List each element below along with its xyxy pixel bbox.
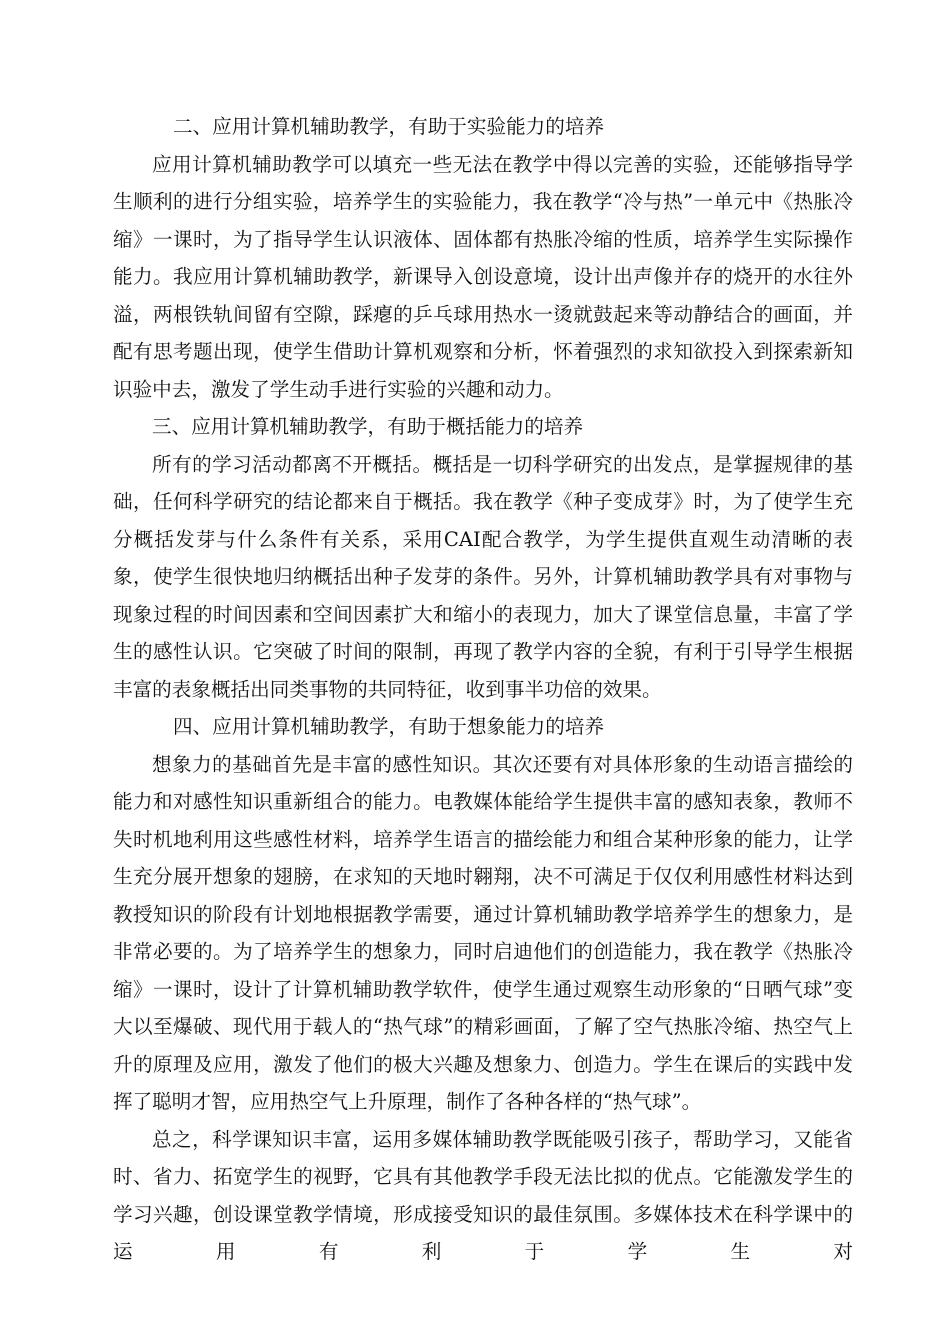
paragraph-imagination: 想象力的基础首先是丰富的感性知识。其次还要有对具体形象的生动语言描绘的能力和对感性知识重新组合的能力。电教媒体能给学生提供丰富的感知表象，教师不失时机地利用这些感性材料，培养学生语言的描绘能力和组合某种形象的能力，让学生充分展开想象的翅膀，在求知的天地时翱翔，决不可满足于仅仅利用感性材料达到教授知识的阶段有计划地根据教学需要，通过计算机辅助教学培养学生的想象力，是非常必要的。为了培养学生的想象力，同时启迪他们的创造能力，我在教学《热胀冷缩》一课时，设计了计算机辅助教学软件，使学生通过观察生动形象的“日晒气球”变大以至爆破、现代用于载人的“热气球”的精彩画面，了解了空气热胀冷缩、热空气上升的原理及应用，激发了他们的极大兴趣及想象力、创造力。学生在课后的实践中发挥了聪明才智，应用热空气上升原理，制作了各种各样的“热气球”。 [113,752,853,1113]
paragraph-generalization: 所有的学习活动都离不开概括。概括是一切科学研究的出发点，是掌握规律的基础，任何科学研究的结论都来自于概括。我在教学《种子变成芽》时，为了使学生充分概括发芽与什么条件有关系，采用CAI配合教学，为学生提供直观生动清晰的表象，使学生很快地归纳概括出种子发芽的条件。另外，计算机辅助教学具有对事物与现象过程的时间因素和空间因素扩大和缩小的表现力，加大了课堂信息量，丰富了学生的感性认识。它突破了时间的限制，再现了教学内容的全貌，有利于引导学生根据丰富的表象概括出同类事物的共同特征，收到事半功倍的效果。 [113,452,853,701]
section-heading-generalization: 三、应用计算机辅助教学，有助于概括能力的培养 [152,415,584,438]
paragraph-conclusion: 总之，科学课知识丰富，运用多媒体辅助教学既能吸引孩子，帮助学习，又能省时、省力、拓宽学生的视野，它具有其他教学手段无法比拟的优点。它能激发学生的学习兴趣，创设课堂教学情境，形成接受知识的最佳氛围。多媒体技术在科学课中的运用有利于学生对 [113,1127,853,1263]
paragraph-experiment: 应用计算机辅助教学可以填充一些无法在教学中得以完善的实验，还能够指导学生顺利的进行分组实验，培养学生的实验能力，我在教学“冷与热”一单元中《热胀冷缩》一课时，为了指导学生认识液体、固体都有热胀冷缩的性质，培养学生实际操作能力。我应用计算机辅助教学，新课导入创设意境，设计出声像并存的烧开的水往外溢，两根铁轨间留有空隙，踩瘪的乒乓球用热水一烫就鼓起来等动静结合的画面，并配有思考题出现，使学生借助计算机观察和分析，怀着强烈的求知欲投入到探索新知识验中去，激发了学生动手进行实验的兴趣和动力。 [113,152,853,401]
document-body [113,108,853,1271]
section-heading-experiment: 二、应用计算机辅助教学，有助于实验能力的培养 [173,115,605,138]
section-heading-imagination: 四、应用计算机辅助教学，有助于想象能力的培养 [173,715,605,738]
